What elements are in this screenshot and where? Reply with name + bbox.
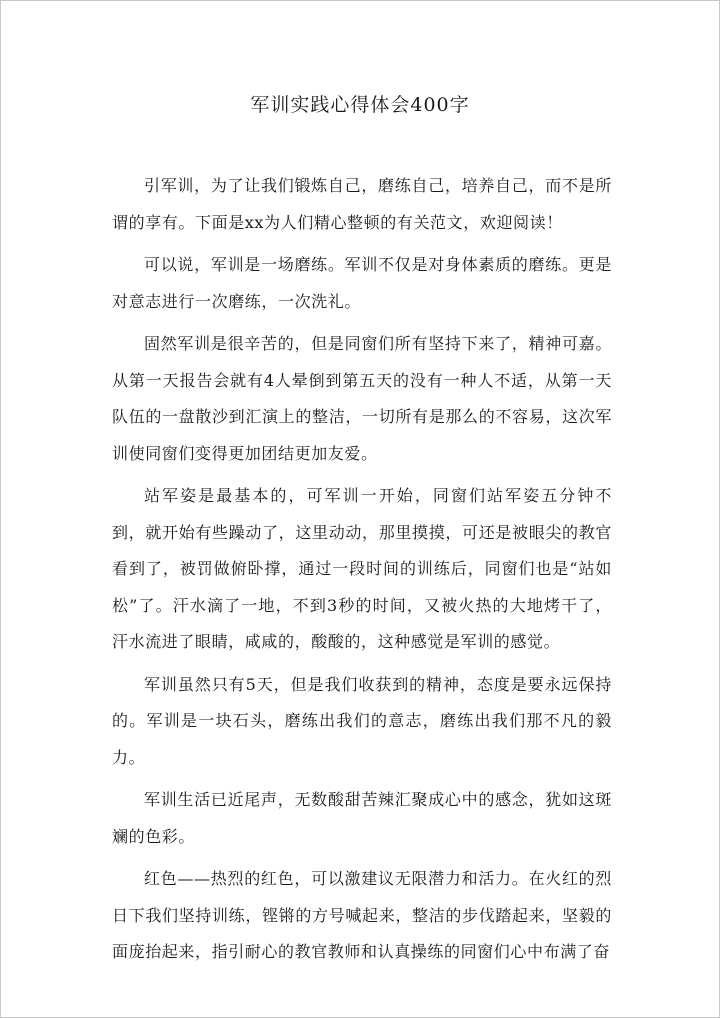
paragraph-3: 固然军训是很辛苦的，但是同窗们所有坚持下来了，精神可嘉。从第一天报告会就有4人晕倒到第五天的没有一种人不适，从第一天队伍的一盘散沙到汇演上的整洁，一切所有是那么的不容易，这次军训使同窗们变得更加团结更加友爱。 xyxy=(112,334,612,463)
document-title: 军训实践心得体会400字 xyxy=(250,94,470,116)
paragraph-7: 红色——热烈的红色，可以激建议无限潜力和活力。在火红的烈日下我们坚持训练，铿锵的方号喊起来，整洁的步伐踏起来，坚毅的面庞抬起来，指引耐心的教官教师和认真操练的同窗们心中布满了奋 xyxy=(112,869,612,961)
document-body xyxy=(112,168,612,977)
paragraph-2: 可以说，军训是一场磨练。军训不仅是对身体素质的磨练。更是对意志进行一次磨练，一次洗礼。 xyxy=(112,255,612,311)
paragraph-4: 站军姿是最基本的，可军训一开始，同窗们站军姿五分钟不 到，就开始有些躁动了，这里动动，那里摸摸，可还是被眼尖的教官看到了，被罚做俯卧撑，通过一段时间的训练后，同窗们也是“站如松”了。汗水滴了一地，不到3秒的时间，又被火热的大地烤干了，汗水流进了眼睛，咸咸的，酸酸的，这种感觉是军训的感觉。 xyxy=(112,486,612,651)
paragraph-6: 军训生活已近尾声，无数酸甜苦辣汇聚成心中的感念，犹如这斑斓的色彩。 xyxy=(112,790,612,846)
paragraph-intro: 引军训，为了让我们锻炼自己，磨练自己，培养自己，而不是所谓的享有。下面是xx为人们精心整顿的有关范文，欢迎阅读！ xyxy=(112,176,612,232)
paragraph-5: 军训虽然只有5天，但是我们收获到的精神，态度是要永远保持的。军训是一块石头，磨练出我们的意志，磨练出我们那不凡的毅力。 xyxy=(112,674,612,767)
